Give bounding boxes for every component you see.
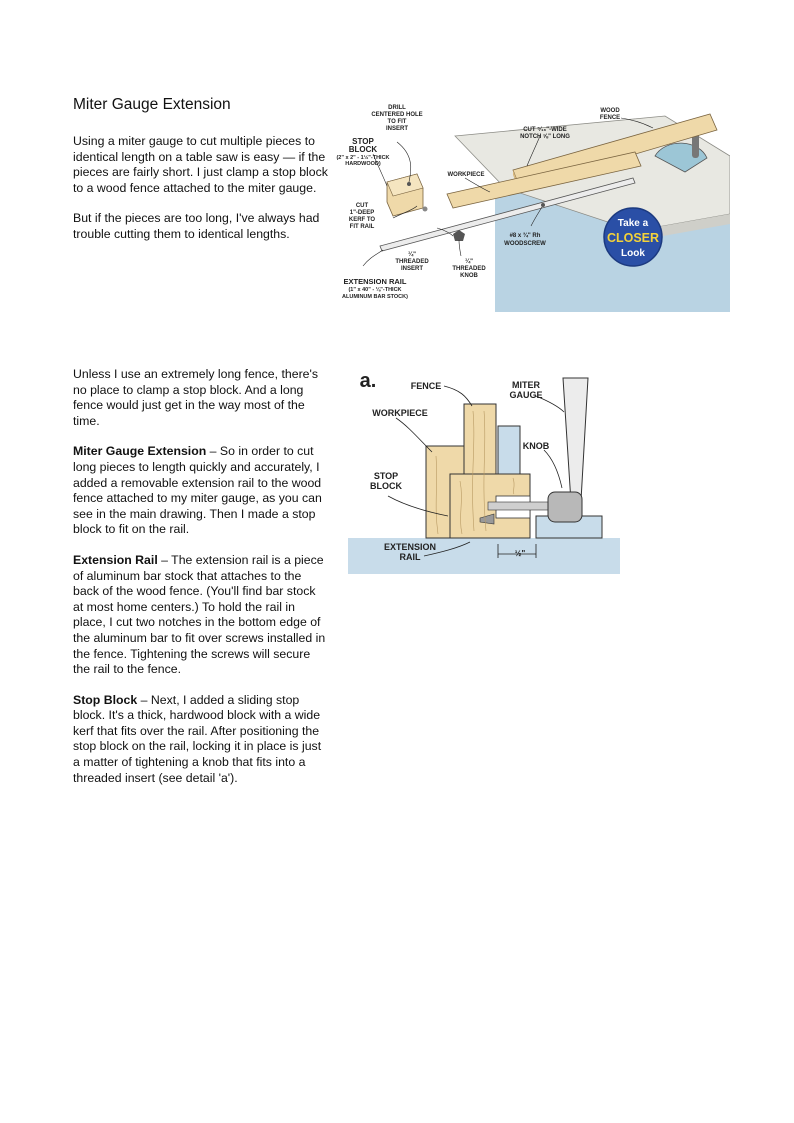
section-heading: Stop Block — [73, 692, 138, 707]
label-workpiece: WORKPIECE — [447, 172, 485, 178]
label-stop-block: STOP — [352, 137, 374, 146]
woodscrew — [541, 203, 545, 207]
label-knob: KNOB — [460, 273, 478, 279]
label-fence: FENCE — [410, 381, 442, 391]
knob-section — [548, 492, 582, 522]
label-wood-fence: FENCE — [599, 115, 621, 121]
label-drill: CENTERED HOLE — [371, 112, 423, 118]
label-screw: WOODSCREW — [504, 241, 546, 247]
label-extension-rail: RAIL — [399, 552, 421, 562]
label-stop-block: HARDWOOD) — [345, 161, 381, 167]
section-miter-gauge-extension — [73, 444, 329, 538]
section-text: – Next, I added a sliding stop block. It's a thick, hardwood block with a wide kerf that fits over the rail. After positioning the stop block on the rail, locking it in place is just a matter of tightening a knob that fits into a threaded insert (see detail 'a'). — [73, 692, 322, 785]
section-text: – So in order to cut long pieces to length quickly and accurately, I added a removable extension rail to the wood fence attached to my miter gauge, as you can see in the main drawing. Then I made a stop block to fit on the rail. — [73, 444, 322, 537]
label-notch: CUT ⁵⁄₁₆"-WIDE — [523, 127, 567, 133]
label-stop-block: BLOCK — [348, 145, 378, 154]
label-cut-kerf: 1"-DEEP — [349, 210, 375, 216]
intro-text — [73, 134, 329, 243]
label-screw: #8 x ¾" Rh — [509, 233, 541, 239]
label-rail: (1" x 40" - ⅛"-THICK — [348, 287, 402, 293]
detail-letter: a. — [359, 370, 377, 392]
label-stop-block: BLOCK — [370, 481, 402, 491]
section-text: – The extension rail is a piece of aluminum bar stock that attaches to the back of the wood fence. (You'll find bar stock at most home centers.) To hold the rail in place, I cut two notches in the bottom edge of the aluminum bar to fit over screws installed in the fence. Tightening the screws will secure the rail to the fence. — [73, 552, 326, 677]
badge-line-3: Look — [621, 248, 645, 259]
section-stop-block — [73, 693, 329, 787]
body-paragraph-1: Unless I use an extremely long fence, there's no place to clamp a stop block. And a long fence would just get in the way most of the time. — [73, 367, 318, 428]
section-heading: Extension Rail — [73, 552, 158, 567]
label-rail: ALUMINUM BAR STOCK) — [342, 294, 408, 300]
label-cut-kerf: KERF TO — [348, 217, 376, 223]
label-insert: THREADED — [395, 259, 429, 265]
label-cut-kerf: FIT RAIL — [349, 224, 375, 230]
section-extension-rail — [73, 553, 329, 678]
section-heading: Miter Gauge Extension — [73, 444, 207, 459]
label-stop-block: STOP — [373, 471, 399, 481]
label-drill: INSERT — [385, 126, 409, 132]
label-knob: ¼" — [465, 259, 473, 265]
body-text — [73, 367, 329, 786]
label-stop-block: (2" x 2" - 1½"-THICK — [336, 155, 390, 161]
page-title: Miter Gauge Extension — [73, 96, 231, 113]
closer-look-badge — [604, 208, 662, 266]
threaded-insert — [488, 502, 548, 510]
intro-paragraph-2: But if the pieces are too long, I've always had trouble cutting them to identical lengths. — [73, 211, 320, 241]
label-workpiece: WORKPIECE — [372, 408, 428, 418]
label-miter-gauge: MITER — [512, 380, 540, 390]
label-insert: ¼" — [408, 252, 416, 258]
label-rail: EXTENSION RAIL — [343, 277, 407, 286]
label-knob: KNOB — [522, 441, 550, 451]
label-wood-fence: WOOD — [600, 108, 620, 114]
label-notch: NOTCH ⅝" LONG — [520, 134, 570, 140]
insert-hole — [407, 182, 411, 186]
badge-line-1: Take a — [617, 218, 649, 229]
label-drill: TO FIT — [387, 119, 407, 125]
badge-line-2: CLOSER — [606, 231, 660, 245]
label-miter-gauge: GAUGE — [509, 390, 543, 400]
label-insert: INSERT — [400, 266, 424, 272]
dimension-half-inch: ½" — [514, 549, 526, 558]
label-extension-rail: EXTENSION — [383, 542, 437, 552]
label-cut-kerf: CUT — [355, 203, 369, 209]
detail-a-illustration — [348, 366, 620, 574]
main-illustration — [335, 96, 730, 312]
label-knob: THREADED — [452, 266, 486, 272]
intro-paragraph-1: Using a miter gauge to cut multiple pieces to identical length on a table saw is easy — if the pieces are fairly short. I just clamp a stop block to a wood fence attached to the miter gauge. — [73, 134, 328, 195]
label-drill: DRILL — [388, 105, 406, 111]
threaded-insert — [423, 207, 428, 212]
